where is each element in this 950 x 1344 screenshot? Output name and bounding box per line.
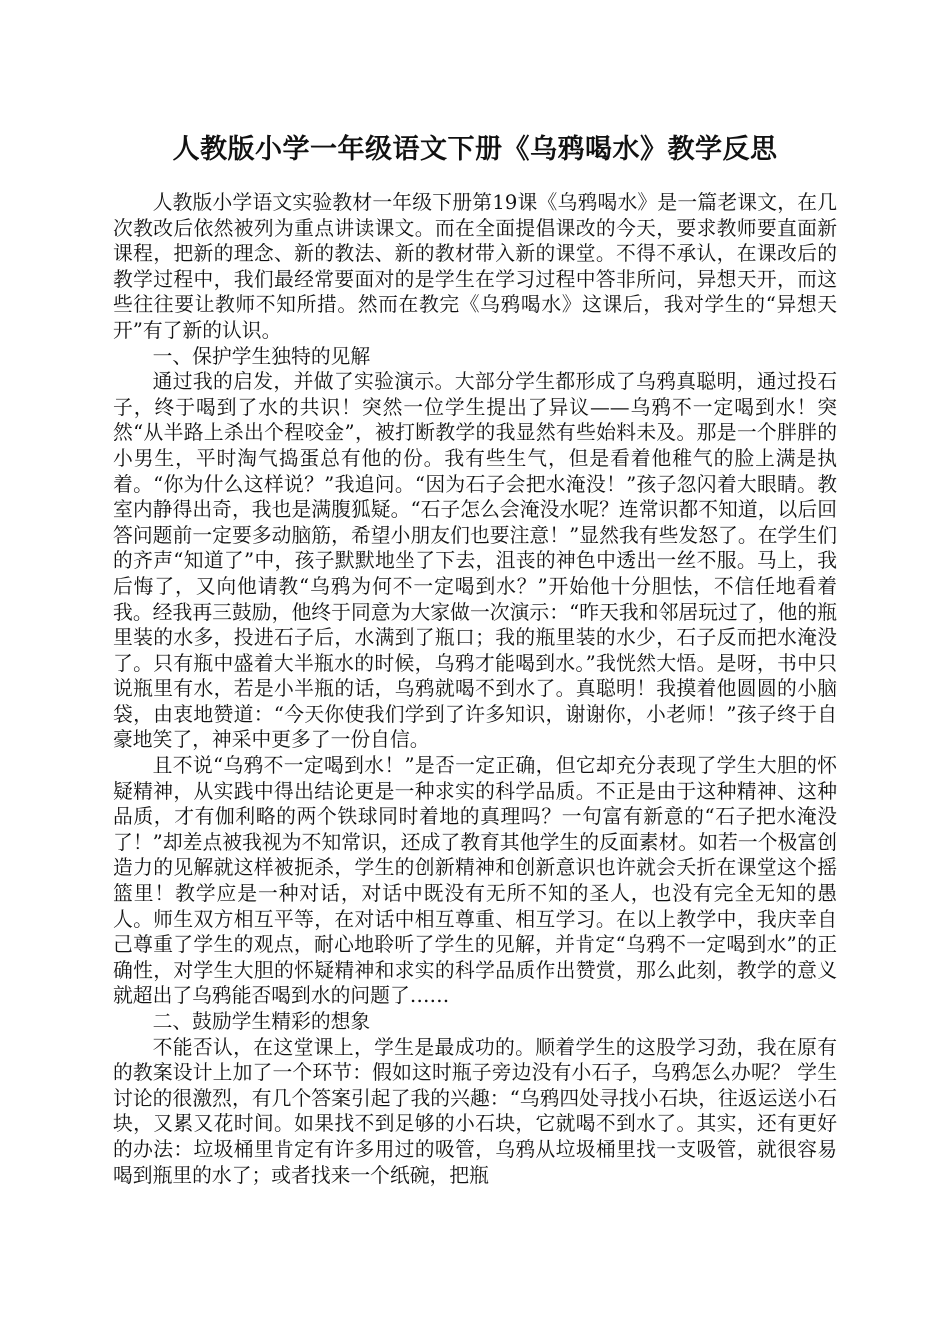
document-page bbox=[113, 128, 837, 1188]
body-paragraph: 不能否认，在这堂课上，学生是最成功的。顺着学生的这股学习劲，我在原有的教案设计上加了一个环节：假如这时瓶子旁边没有小石子，乌鸦怎么办呢？ 学生讨论的很激烈，有几个答案引起了我的兴趣：“乌鸦四处寻找小石块，往返运送小石块，又累又花时间。如果找不到足够的小石块，它就喝不到水了。其实，还有更好的办法：垃圾桶里肯定有许多用过的吸管，乌鸦从垃圾桶里找一支吸管，就很容易喝到瓶里的水了；或者找来一个纸碗，把瓶 bbox=[113, 1035, 837, 1187]
body-paragraph: 且不说“乌鸦不一定喝到水！”是否一定正确，但它却充分表现了学生大胆的怀疑精神，从实践中得出结论更是一种求实的科学品质。不正是由于这种精神、这种品质，才有伽利略的两个铁球同时着地的真理吗？一句富有新意的“石子把水淹没了！”却差点被我视为不知常识，还成了教育其他学生的反面素材。如若一个极富创造力的见解就这样被扼杀，学生的创新精神和创新意识也许就会夭折在课堂这个摇篮里！教学应是一种对话，对话中既没有无所不知的圣人，也没有完全无知的愚人。师生双方相互平等，在对话中相互尊重、相互学习。在以上教学中，我庆幸自己尊重了学生的观点，耐心地聆听了学生的见解，并肯定“乌鸦不一定喝到水”的正确性，对学生大胆的怀疑精神和求实的科学品质作出赞赏，那么此刻，教学的意义就超出了乌鸦能否喝到水的问题了…… bbox=[113, 754, 837, 1008]
section-heading-1: 一、保护学生独特的见解 bbox=[152, 344, 371, 368]
body-paragraph: 通过我的启发，并做了实验演示。大部分学生都形成了乌鸦真聪明，通过投石子，终于喝到了水的共识！突然一位学生提出了异议——乌鸦不一定喝到水！突然“从半路上杀出个程咬金”，被打断教学的我显然有些始料未及。那是一个胖胖的小男生，平时淘气捣蛋总有他的份。我有些生气，但是看着他稚气的脸上满是执着。“你为什么这样说？”我追问。“因为石子会把水淹没！”孩子忽闪着大眼睛。教室内静得出奇，我也是满腹狐疑。“石子怎么会淹没水呢？连常识都不知道，以后回答问题前一定要多动脑筋，希望小朋友们也要注意！”显然我有些发怒了。在学生们的齐声“知道了”中，孩子默默地坐了下去，沮丧的神色中透出一丝不服。马上，我后悔了，又向他请教“乌鸦为何不一定喝到水？”开始他十分胆怯，不信任地看着我。经我再三鼓励，他终于同意为大家做一次演示：“昨天我和邻居玩过了，他的瓶里装的水多，投进石子后，水满到了瓶口；我的瓶里装的水少，石子反而把水淹没了。只有瓶中盛着大半瓶水的时候，乌鸦才能喝到水。”我恍然大悟。是呀，书中只说瓶里有水，若是小半瓶的话，乌鸦就喝不到水了。真聪明！我摸着他圆圆的小脑袋，由衷地赞道：“今天你使我们学到了许多知识，谢谢你，小老师！”孩子终于自豪地笑了，神采中更多了一份自信。 bbox=[113, 370, 837, 752]
intro-paragraph: 人教版小学语文实验教材一年级下册第19课《乌鸦喝水》是一篇老课文，在几次教改后依然被列为重点讲读课文。而在全面提倡课改的今天，要求教师要直面新课程，把新的理念、新的教法、新的教材带入新的课堂。不得不承认，在课改后的教学过程中，我们最经常要面对的是学生在学习过程中答非所问，异想天开，而这些往往要让教师不知所措。然而在教完《乌鸦喝水》这课后，我对学生的“异想天开”有了新的认识。 bbox=[113, 191, 837, 342]
section-heading-2: 二、鼓励学生精彩的想象 bbox=[152, 1010, 371, 1033]
document-title: 人教版小学一年级语文下册《乌鸦喝水》教学反思 bbox=[172, 134, 778, 165]
